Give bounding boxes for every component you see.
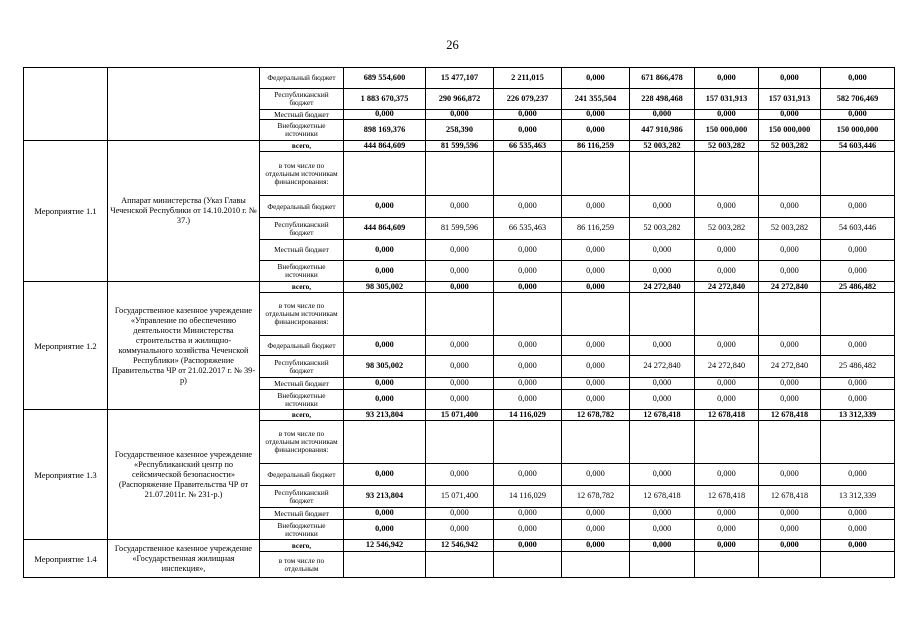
amount-cell: 0,000 — [821, 196, 895, 218]
amount-cell: 0,000 — [630, 540, 695, 552]
amount-cell: 0,000 — [494, 378, 562, 390]
amount-cell: 0,000 — [562, 540, 630, 552]
amount-cell: 24 272,840 — [630, 356, 695, 378]
amount-cell: 0,000 — [821, 110, 895, 120]
amount-cell: 0,000 — [426, 110, 494, 120]
amount-cell: 15 071,400 — [426, 410, 494, 421]
amount-cell: 12 678,782 — [562, 486, 630, 508]
amount-cell: 0,000 — [695, 540, 759, 552]
amount-cell: 0,000 — [344, 261, 426, 282]
amount-cell: 671 866,478 — [630, 68, 695, 89]
amount-cell: 12 678,782 — [562, 410, 630, 421]
amount-cell: 0,000 — [426, 508, 494, 520]
amount-cell: 54 603,446 — [821, 141, 895, 152]
amount-cell — [630, 552, 695, 578]
amount-cell — [695, 152, 759, 196]
amount-cell: 0,000 — [494, 240, 562, 261]
amount-cell — [695, 552, 759, 578]
amount-cell — [630, 421, 695, 464]
amount-cell: 0,000 — [494, 464, 562, 486]
amount-cell: 0,000 — [630, 520, 695, 540]
amount-cell: 12 678,418 — [695, 410, 759, 421]
amount-cell: 0,000 — [426, 356, 494, 378]
amount-cell: 0,000 — [821, 68, 895, 89]
description-cell-empty — [108, 68, 260, 141]
amount-cell: 444 864,609 — [344, 218, 426, 240]
amount-cell: 0,000 — [426, 336, 494, 356]
measure-cell-empty — [24, 68, 108, 141]
amount-cell: 0,000 — [494, 540, 562, 552]
amount-cell — [494, 552, 562, 578]
amount-cell — [426, 293, 494, 336]
amount-cell: 0,000 — [562, 390, 630, 410]
funding-source-cell: Республиканский бюджет — [260, 89, 344, 110]
amount-cell: 0,000 — [494, 196, 562, 218]
amount-cell: 898 169,376 — [344, 120, 426, 141]
amount-cell: 0,000 — [344, 240, 426, 261]
amount-cell — [562, 552, 630, 578]
amount-cell: 0,000 — [630, 336, 695, 356]
amount-cell — [494, 152, 562, 196]
amount-cell — [426, 421, 494, 464]
funding-source-cell: Местный бюджет — [260, 508, 344, 520]
amount-cell: 12 678,418 — [630, 486, 695, 508]
amount-cell: 0,000 — [562, 464, 630, 486]
amount-cell: 13 312,339 — [821, 410, 895, 421]
amount-cell: 0,000 — [695, 508, 759, 520]
funding-source-cell: Федеральный бюджет — [260, 196, 344, 218]
amount-cell: 93 213,804 — [344, 486, 426, 508]
table-row — [24, 68, 895, 89]
amount-cell: 14 116,029 — [494, 410, 562, 421]
funding-source-cell: Местный бюджет — [260, 378, 344, 390]
amount-cell: 0,000 — [759, 540, 821, 552]
amount-cell — [759, 152, 821, 196]
amount-cell: 0,000 — [562, 520, 630, 540]
amount-cell — [821, 152, 895, 196]
amount-cell — [759, 552, 821, 578]
amount-cell: 25 486,482 — [821, 356, 895, 378]
amount-cell: 0,000 — [494, 390, 562, 410]
amount-cell — [630, 152, 695, 196]
amount-cell: 0,000 — [821, 390, 895, 410]
amount-cell — [344, 421, 426, 464]
amount-cell — [759, 293, 821, 336]
amount-cell: 0,000 — [426, 464, 494, 486]
measure-description-cell: Государственное казенное учреждение «Государственная жилищная инспекция», — [108, 540, 260, 578]
amount-cell — [426, 152, 494, 196]
amount-cell: 52 003,282 — [759, 218, 821, 240]
amount-cell: 447 910,986 — [630, 120, 695, 141]
amount-cell — [494, 293, 562, 336]
amount-cell: 2 211,015 — [494, 68, 562, 89]
amount-cell: 0,000 — [562, 196, 630, 218]
funding-source-cell: Федеральный бюджет — [260, 464, 344, 486]
amount-cell: 0,000 — [821, 261, 895, 282]
budget-table-body — [24, 68, 895, 578]
funding-source-cell: в том числе по отдельным источникам финансирования: — [260, 152, 344, 196]
table-row — [24, 540, 895, 552]
measure-label-cell: Мероприятие 1.1 — [24, 141, 108, 282]
amount-cell: 81 599,596 — [426, 141, 494, 152]
funding-source-cell: Внебюджетные источники — [260, 261, 344, 282]
amount-cell: 0,000 — [494, 508, 562, 520]
amount-cell: 0,000 — [562, 261, 630, 282]
amount-cell: 0,000 — [759, 110, 821, 120]
amount-cell: 0,000 — [695, 261, 759, 282]
page-number: 26 — [446, 38, 459, 52]
amount-cell: 0,000 — [562, 282, 630, 293]
amount-cell: 0,000 — [630, 464, 695, 486]
amount-cell: 0,000 — [562, 336, 630, 356]
amount-cell: 52 003,282 — [630, 141, 695, 152]
amount-cell: 24 272,840 — [759, 282, 821, 293]
amount-cell: 0,000 — [695, 240, 759, 261]
amount-cell — [562, 421, 630, 464]
amount-cell: 52 003,282 — [695, 141, 759, 152]
amount-cell: 0,000 — [630, 110, 695, 120]
amount-cell: 14 116,029 — [494, 486, 562, 508]
amount-cell: 0,000 — [562, 508, 630, 520]
amount-cell: 157 031,913 — [759, 89, 821, 110]
funding-source-cell: всего, — [260, 540, 344, 552]
amount-cell: 86 116,259 — [562, 141, 630, 152]
amount-cell: 0,000 — [344, 110, 426, 120]
amount-cell: 15 477,107 — [426, 68, 494, 89]
amount-cell: 0,000 — [759, 464, 821, 486]
amount-cell: 0,000 — [426, 378, 494, 390]
amount-cell: 0,000 — [695, 378, 759, 390]
amount-cell — [426, 552, 494, 578]
amount-cell: 0,000 — [562, 356, 630, 378]
funding-source-cell: Местный бюджет — [260, 240, 344, 261]
amount-cell: 0,000 — [494, 356, 562, 378]
funding-source-cell: Местный бюджет — [260, 110, 344, 120]
amount-cell: 150 000,000 — [695, 120, 759, 141]
funding-source-cell: Внебюджетные источники — [260, 120, 344, 141]
amount-cell: 0,000 — [821, 464, 895, 486]
amount-cell: 0,000 — [426, 240, 494, 261]
amount-cell: 0,000 — [821, 520, 895, 540]
amount-cell: 24 272,840 — [695, 356, 759, 378]
amount-cell: 0,000 — [759, 240, 821, 261]
amount-cell — [344, 293, 426, 336]
funding-source-cell: Республиканский бюджет — [260, 486, 344, 508]
amount-cell: 66 535,463 — [494, 141, 562, 152]
amount-cell: 81 599,596 — [426, 218, 494, 240]
amount-cell: 0,000 — [494, 520, 562, 540]
amount-cell: 0,000 — [695, 390, 759, 410]
amount-cell: 52 003,282 — [695, 218, 759, 240]
amount-cell: 0,000 — [494, 261, 562, 282]
amount-cell: 12 678,418 — [759, 410, 821, 421]
amount-cell: 0,000 — [562, 120, 630, 141]
amount-cell: 0,000 — [562, 110, 630, 120]
amount-cell: 150 000,000 — [759, 120, 821, 141]
amount-cell: 0,000 — [630, 261, 695, 282]
funding-source-cell: всего, — [260, 410, 344, 421]
amount-cell: 0,000 — [344, 336, 426, 356]
funding-source-cell: Внебюджетные источники — [260, 390, 344, 410]
amount-cell — [494, 421, 562, 464]
amount-cell: 0,000 — [344, 464, 426, 486]
amount-cell: 226 079,237 — [494, 89, 562, 110]
amount-cell: 0,000 — [759, 378, 821, 390]
table-row — [24, 282, 895, 293]
amount-cell: 0,000 — [821, 540, 895, 552]
amount-cell: 0,000 — [695, 110, 759, 120]
amount-cell: 0,000 — [344, 520, 426, 540]
amount-cell: 290 966,872 — [426, 89, 494, 110]
amount-cell: 0,000 — [344, 378, 426, 390]
funding-source-cell: Федеральный бюджет — [260, 336, 344, 356]
amount-cell: 24 272,840 — [695, 282, 759, 293]
amount-cell: 0,000 — [344, 390, 426, 410]
funding-source-cell: в том числе по отдельным — [260, 552, 344, 578]
amount-cell: 0,000 — [426, 520, 494, 540]
amount-cell: 0,000 — [759, 196, 821, 218]
amount-cell: 1 883 670,375 — [344, 89, 426, 110]
funding-source-cell: Федеральный бюджет — [260, 68, 344, 89]
table-row — [24, 141, 895, 152]
amount-cell: 52 003,282 — [759, 141, 821, 152]
amount-cell: 93 213,804 — [344, 410, 426, 421]
funding-source-cell: в том числе по отдельным источникам финансирования: — [260, 293, 344, 336]
amount-cell: 0,000 — [494, 282, 562, 293]
amount-cell: 0,000 — [821, 240, 895, 261]
amount-cell: 0,000 — [426, 261, 494, 282]
amount-cell: 0,000 — [695, 68, 759, 89]
amount-cell — [630, 293, 695, 336]
amount-cell — [821, 421, 895, 464]
amount-cell — [821, 552, 895, 578]
table-row — [24, 410, 895, 421]
amount-cell: 0,000 — [759, 261, 821, 282]
amount-cell: 0,000 — [630, 196, 695, 218]
amount-cell: 0,000 — [562, 378, 630, 390]
amount-cell: 0,000 — [562, 240, 630, 261]
amount-cell: 0,000 — [695, 196, 759, 218]
amount-cell — [759, 421, 821, 464]
amount-cell: 0,000 — [759, 336, 821, 356]
funding-source-cell: всего, — [260, 141, 344, 152]
amount-cell: 0,000 — [344, 508, 426, 520]
amount-cell: 0,000 — [695, 336, 759, 356]
measure-label-cell: Мероприятие 1.3 — [24, 410, 108, 540]
amount-cell: 0,000 — [630, 378, 695, 390]
amount-cell: 24 272,840 — [759, 356, 821, 378]
amount-cell: 0,000 — [759, 520, 821, 540]
amount-cell: 54 603,446 — [821, 218, 895, 240]
budget-table — [23, 67, 895, 578]
amount-cell: 12 546,942 — [426, 540, 494, 552]
amount-cell: 150 000,000 — [821, 120, 895, 141]
amount-cell: 0,000 — [494, 120, 562, 141]
funding-source-cell: в том числе по отдельным источникам финансирования: — [260, 421, 344, 464]
amount-cell: 444 864,609 — [344, 141, 426, 152]
amount-cell: 0,000 — [494, 110, 562, 120]
amount-cell: 24 272,840 — [630, 282, 695, 293]
amount-cell: 0,000 — [630, 240, 695, 261]
amount-cell: 0,000 — [695, 520, 759, 540]
amount-cell: 25 486,482 — [821, 282, 895, 293]
amount-cell — [562, 152, 630, 196]
amount-cell: 86 116,259 — [562, 218, 630, 240]
amount-cell: 66 535,463 — [494, 218, 562, 240]
amount-cell: 0,000 — [759, 508, 821, 520]
amount-cell: 12 678,418 — [630, 410, 695, 421]
amount-cell: 12 546,942 — [344, 540, 426, 552]
measure-description-cell: Аппарат министерства (Указ Главы Чеченской Республики от 14.10.2010 г. № 37.) — [108, 141, 260, 282]
amount-cell: 0,000 — [426, 196, 494, 218]
amount-cell: 689 554,600 — [344, 68, 426, 89]
funding-source-cell: Внебюджетные источники — [260, 520, 344, 540]
measure-description-cell: Государственное казенное учреждение «Республиканский центр по сейсмической безопасности» (Распоряжение Правительства ЧР от 21.07.2011г. № 231-р.) — [108, 410, 260, 540]
amount-cell — [821, 293, 895, 336]
amount-cell: 52 003,282 — [630, 218, 695, 240]
amount-cell: 0,000 — [426, 390, 494, 410]
amount-cell: 228 498,468 — [630, 89, 695, 110]
amount-cell: 0,000 — [759, 390, 821, 410]
amount-cell: 12 678,418 — [695, 486, 759, 508]
amount-cell: 582 706,469 — [821, 89, 895, 110]
measure-description-cell: Государственное казенное учреждение «Управление по обеспечению деятельности Министерства строительства и жилищно-коммунального хозяйства Чеченской Республики» (Распоряжение Правительства ЧР от 21.02.2017 г. № 39-р) — [108, 282, 260, 410]
amount-cell: 0,000 — [821, 336, 895, 356]
amount-cell: 12 678,418 — [759, 486, 821, 508]
amount-cell: 0,000 — [821, 508, 895, 520]
measure-label-cell: Мероприятие 1.4 — [24, 540, 108, 578]
amount-cell: 13 312,339 — [821, 486, 895, 508]
funding-source-cell: всего, — [260, 282, 344, 293]
amount-cell: 0,000 — [695, 464, 759, 486]
amount-cell: 0,000 — [630, 390, 695, 410]
amount-cell: 0,000 — [562, 68, 630, 89]
amount-cell — [562, 293, 630, 336]
amount-cell — [344, 152, 426, 196]
amount-cell — [695, 293, 759, 336]
amount-cell — [344, 552, 426, 578]
amount-cell: 0,000 — [494, 336, 562, 356]
amount-cell: 15 071,400 — [426, 486, 494, 508]
amount-cell: 241 355,504 — [562, 89, 630, 110]
measure-label-cell: Мероприятие 1.2 — [24, 282, 108, 410]
amount-cell: 0,000 — [630, 508, 695, 520]
funding-source-cell: Республиканский бюджет — [260, 218, 344, 240]
amount-cell: 0,000 — [344, 196, 426, 218]
amount-cell: 157 031,913 — [695, 89, 759, 110]
amount-cell: 0,000 — [426, 282, 494, 293]
amount-cell — [695, 421, 759, 464]
amount-cell: 0,000 — [821, 378, 895, 390]
amount-cell: 0,000 — [759, 68, 821, 89]
amount-cell: 98 305,002 — [344, 356, 426, 378]
amount-cell: 258,390 — [426, 120, 494, 141]
funding-source-cell: Республиканский бюджет — [260, 356, 344, 378]
amount-cell: 98 305,002 — [344, 282, 426, 293]
